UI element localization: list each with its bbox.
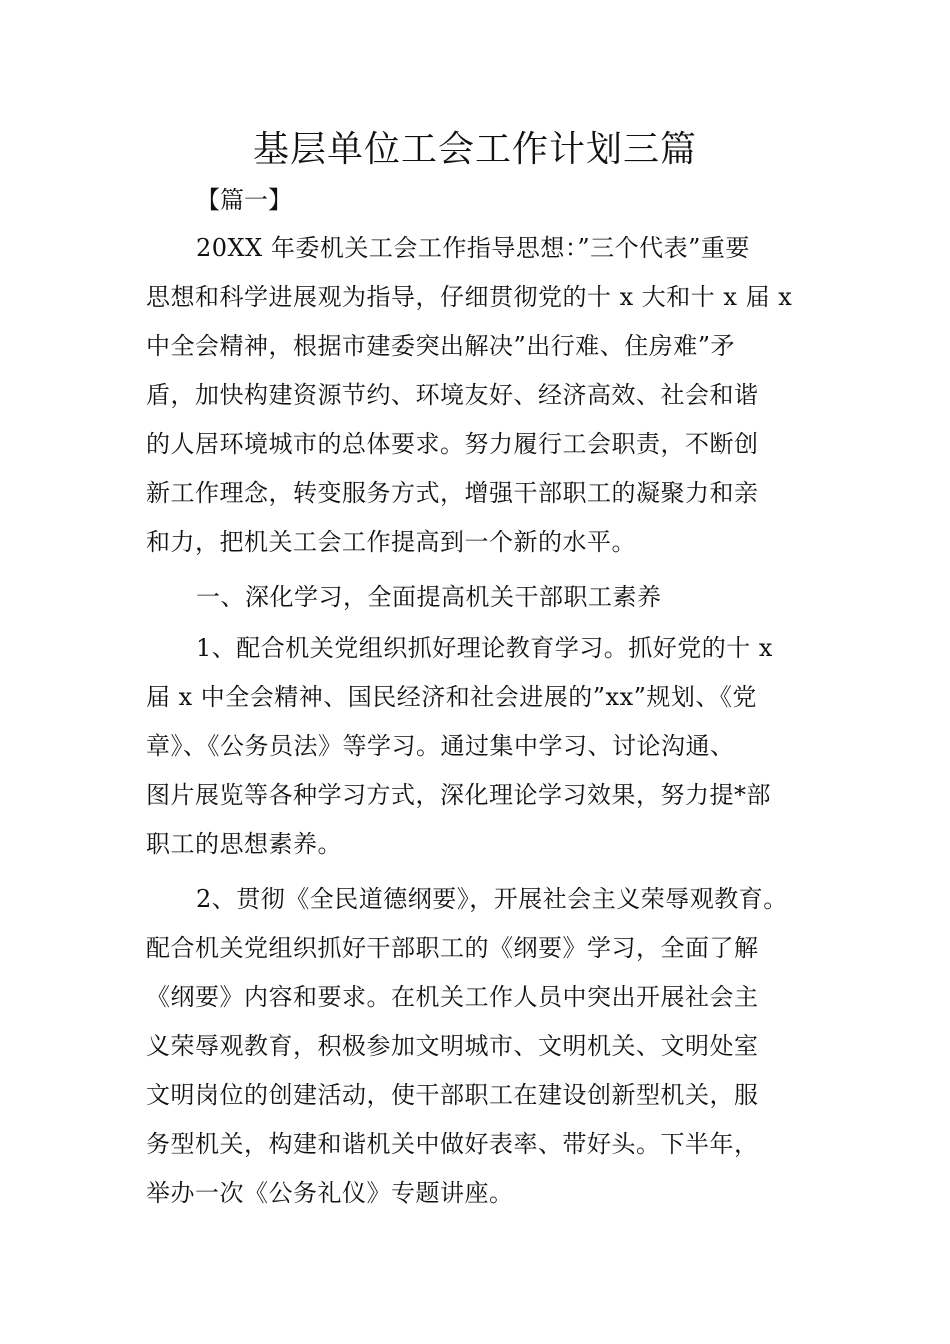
- paragraph-line: 的人居环境城市的总体要求。努力履行工会职责，不断创: [146, 430, 759, 458]
- paragraph-line: 举办一次《公务礼仪》专题讲座。: [146, 1179, 514, 1207]
- paragraph-line: 盾，加快构建资源节约、环境友好、经济高效、社会和谐: [146, 381, 759, 409]
- paragraph-line: 1、配合机关党组织抓好理论教育学习。抓好党的十 x: [196, 634, 773, 662]
- paragraph-line: 中全会精神，根据市建委突出解决”出行难、住房难”矛: [146, 332, 736, 360]
- paragraph-line: 届 x 中全会精神、国民经济和社会进展的”xx”规划、《党: [146, 683, 757, 711]
- paragraph-line: 新工作理念，转变服务方式，增强干部职工的凝聚力和亲: [146, 479, 759, 507]
- paragraph-line: 职工的思想素养。: [146, 830, 342, 858]
- paragraph-line: 和力，把机关工会工作提高到一个新的水平。: [146, 528, 636, 556]
- paragraph-line: 2、贯彻《全民道德纲要》，开展社会主义荣辱观教育。: [196, 885, 788, 913]
- paragraph-line: 《纲要》内容和要求。在机关工作人员中突出开展社会主: [146, 983, 759, 1011]
- paragraph-line: 义荣辱观教育，积极参加文明城市、文明机关、文明处室: [146, 1032, 759, 1060]
- paragraph-line: 务型机关，构建和谐机关中做好表率、带好头。下半年，: [146, 1130, 759, 1158]
- paragraph-line: 配合机关党组织抓好干部职工的《纲要》学习，全面了解: [146, 934, 759, 962]
- section-tag: 【篇一】: [196, 186, 292, 214]
- section-heading: 一、深化学习，全面提高机关干部职工素养: [196, 583, 662, 611]
- paragraph-line: 章》、《公务员法》等学习。通过集中学习、讨论沟通、: [146, 732, 735, 760]
- paragraph-line: 图片展览等各种学习方式，深化理论学习效果，努力提*部: [146, 781, 771, 809]
- paragraph-line: 思想和科学进展观为指导，仔细贯彻党的十 x 大和十 x 届 x: [146, 283, 793, 311]
- paragraph-line: 20XX 年委机关工会工作指导思想：”三个代表”重要: [196, 234, 750, 262]
- paragraph-line: 文明岗位的创建活动，使干部职工在建设创新型机关，服: [146, 1081, 759, 1109]
- document-title: 基层单位工会工作计划三篇: [252, 129, 697, 170]
